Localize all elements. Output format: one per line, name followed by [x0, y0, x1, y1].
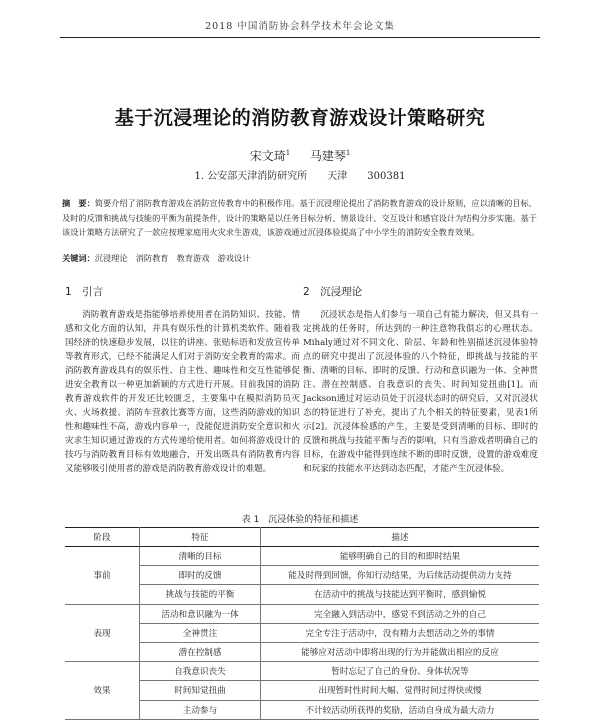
feature-cell: 时间知觉扭曲: [140, 681, 261, 700]
table-caption: 表 1 沉浸体验的特征和描述: [241, 515, 359, 525]
keywords-text: 沉浸理论 消防教育 教育游戏 游戏设计: [94, 253, 251, 263]
section-body-flow: 沉浸状态是指人们参与一项自己有能力解决，但又具有一定挑战的任务时，所达到的一种注意物我俱忘的心理状态。Mihaly通过对不同文化、阶层、年龄和性别描述沉浸体验特点的研究中提出了沉浸体验的八个特征，即挑战与技能的平衡、清晰的目标、即时的反馈、行动和意识融为一体、全神贯注、潜在控制感、自我意识的丧失、时间知觉扭曲[1]。而Jackson通过对运动员处于沉浸状态时的研究后，又对沉浸状态的特征进行了补充，提出了九个相关的特征要素，见表1所示[2]。沉浸体验感的产生，主要是受到清晰的目标、即时的反馈和挑战与技能平衡与否的影响，只有当游戏者明确自己的目标，在游戏中能得到连续不断的即时反馈，设置的游戏难度和玩家的技能水平达到动态匹配，才能产生沉浸体验。: [303, 310, 538, 474]
desc-cell: 出现暂时性时间大幅、觉得时间过得快或慢: [261, 681, 540, 700]
desc-cell: 暂时忘记了自己的身份、身体状况等: [261, 662, 540, 681]
col-header-desc: 描述: [261, 528, 540, 547]
author-name: 马建琴: [309, 149, 346, 163]
stage-cell: 事前: [65, 547, 140, 605]
paper-title: 基于沉浸理论的消防教育游戏设计策略研究: [114, 107, 486, 129]
affiliation: 1. 公安部天津消防研究所 天津 300381: [194, 171, 406, 182]
stage-cell: 表现: [65, 604, 140, 662]
desc-cell: 能够应对活动中即将出现的行为并能做出相应的反应: [261, 642, 540, 661]
desc-cell: 完全融入到活动中，感觉不到活动之外的自己: [261, 604, 540, 623]
col-header-feature: 特征: [140, 528, 261, 547]
table-row: [65, 662, 539, 681]
flow-features-table: [65, 527, 539, 720]
desc-cell: 完全专注于活动中，没有精力去想活动之外的事情: [261, 623, 540, 642]
feature-cell: 挑战与技能的平衡: [140, 585, 261, 604]
feature-cell: 即时的反馈: [140, 566, 261, 585]
feature-cell: 活动和意识融为一体: [140, 604, 261, 623]
header-rule: [60, 37, 540, 38]
stage-cell: 效果: [65, 662, 140, 720]
author-affil-mark: 1: [285, 149, 291, 157]
abstract-text: 简要介绍了消防教育游戏在消防宣传教育中的积极作用。基于沉浸理论提出了消防教育游戏的设计原则，应以清晰的目标、及时的反馈和挑战与技能的平衡为前提条件，设计的策略是以任务目标分析、情景设计、交互设计和感官设计为结构分步实施。基于该设计策略方法研究了一款应按理家庭用火灾求生游戏，该游戏通过沉浸体验提高了中小学生的消防安全教育效果。: [62, 198, 537, 237]
feature-cell: 主动参与: [140, 700, 261, 719]
running-header: 2018 中国消防协会科学技术年会论文集: [205, 21, 395, 32]
feature-cell: 清晰的目标: [140, 547, 261, 566]
author-affil-mark: 1: [345, 149, 351, 157]
author-line: [0, 147, 600, 164]
desc-cell: 能及时得到回馈，你知行动结果，为后续活动提供动力支持: [261, 566, 540, 585]
keywords: [62, 253, 538, 264]
section-body-intro: 消防教育游戏是指能够培养使用者在消防知识、技能、情感和文化方面的认知，并具有娱乐性的计算机类软件。随着我国经济的快速稳步发展，以往的讲座、张贴标语和发放宣传单等教育形式，已经不能满足人们对于消防安全教育的需求。而消防教育游戏具有的娱乐性、自主性、趣味性和交互性能够促进安全教育以一种更加新颖的方式进行开展。目前我国的消防教育游戏软件的开发还比较匮乏，主要集中在模拟消防员灭火、火场救援、消防车营救比赛等方面，这些消防游戏的知识性和趣味性不高，游戏内容单一，没能促进消防安全意识和火灾求生知识通过游戏的方式传递给使用者。如何将游戏设计的技巧与消防教育目标有效地融合，开发出既具有消防教育内容又能够吸引使用者的游戏是消防教育游戏设计的难题。: [65, 310, 300, 474]
feature-cell: 自我意识丧失: [140, 662, 261, 681]
author-name: 宋文琦: [249, 149, 286, 163]
desc-cell: 能够明确自己的目的和即时结果: [261, 547, 540, 566]
keywords-label: 关键词：: [62, 253, 95, 263]
table-row: [65, 604, 539, 623]
feature-cell: 潜在控制感: [140, 642, 261, 661]
left-column: [65, 285, 300, 476]
abstract-label: 摘 要：: [62, 198, 95, 208]
section-heading-intro: 1 引言: [65, 286, 104, 298]
table-header-row: [65, 528, 539, 547]
section-heading-flow: 2 沉浸理论: [303, 286, 363, 298]
feature-cell: 全神贯注: [140, 623, 261, 642]
abstract: [62, 196, 538, 240]
table-row: [65, 547, 539, 566]
desc-cell: 在活动中的挑战与技能达到平衡时，感到愉悦: [261, 585, 540, 604]
col-header-stage: 阶段: [65, 528, 140, 547]
desc-cell: 不计较活动所获得的奖励，活动自身成为最大动力: [261, 700, 540, 719]
right-column: [303, 285, 538, 476]
